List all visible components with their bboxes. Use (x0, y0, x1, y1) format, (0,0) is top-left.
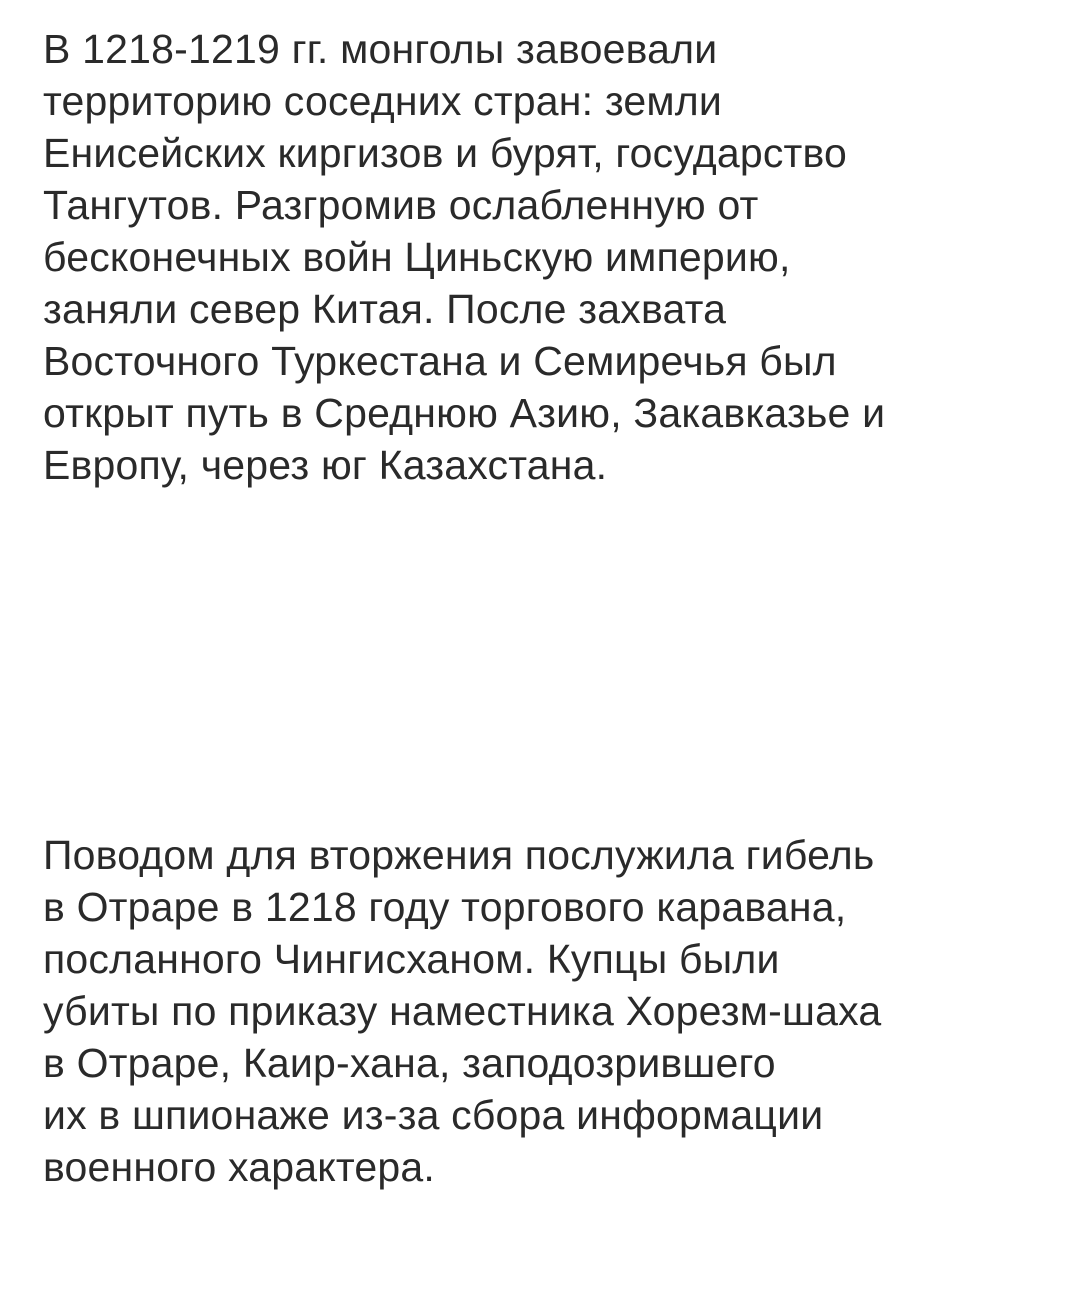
text-line: В 1218-1219 гг. монголы завоевали (43, 26, 718, 72)
text-line: Тангутов. Разгромив ослабленную от (43, 182, 759, 228)
text-line: в Отраре, Каир-хана, заподозрившего (43, 1040, 776, 1086)
text-line: бесконечных войн Циньскую империю, (43, 234, 791, 280)
paragraph-mongol-conquests (43, 23, 1053, 491)
text-line: Восточного Туркестана и Семиречья был (43, 338, 837, 384)
paragraph-invasion-reason (43, 829, 1053, 1193)
text-line: в Отраре в 1218 году торгового каравана, (43, 884, 847, 930)
text-line: открыт путь в Среднюю Азию, Закавказье и (43, 390, 886, 436)
text-line: заняли север Китая. После захвата (43, 286, 727, 332)
text-line: их в шпионаже из-за сбора информации (43, 1092, 824, 1138)
text-line: Европу, через юг Казахстана. (43, 442, 608, 488)
text-line: военного характера. (43, 1144, 436, 1190)
text-line: Енисейских киргизов и бурят, государство (43, 130, 848, 176)
text-line: убиты по приказу наместника Хорезм-шаха (43, 988, 882, 1034)
text-line: Поводом для вторжения послужила гибель (43, 832, 875, 878)
text-line: территорию соседних стран: земли (43, 78, 722, 124)
text-line: посланного Чингисханом. Купцы были (43, 936, 780, 982)
